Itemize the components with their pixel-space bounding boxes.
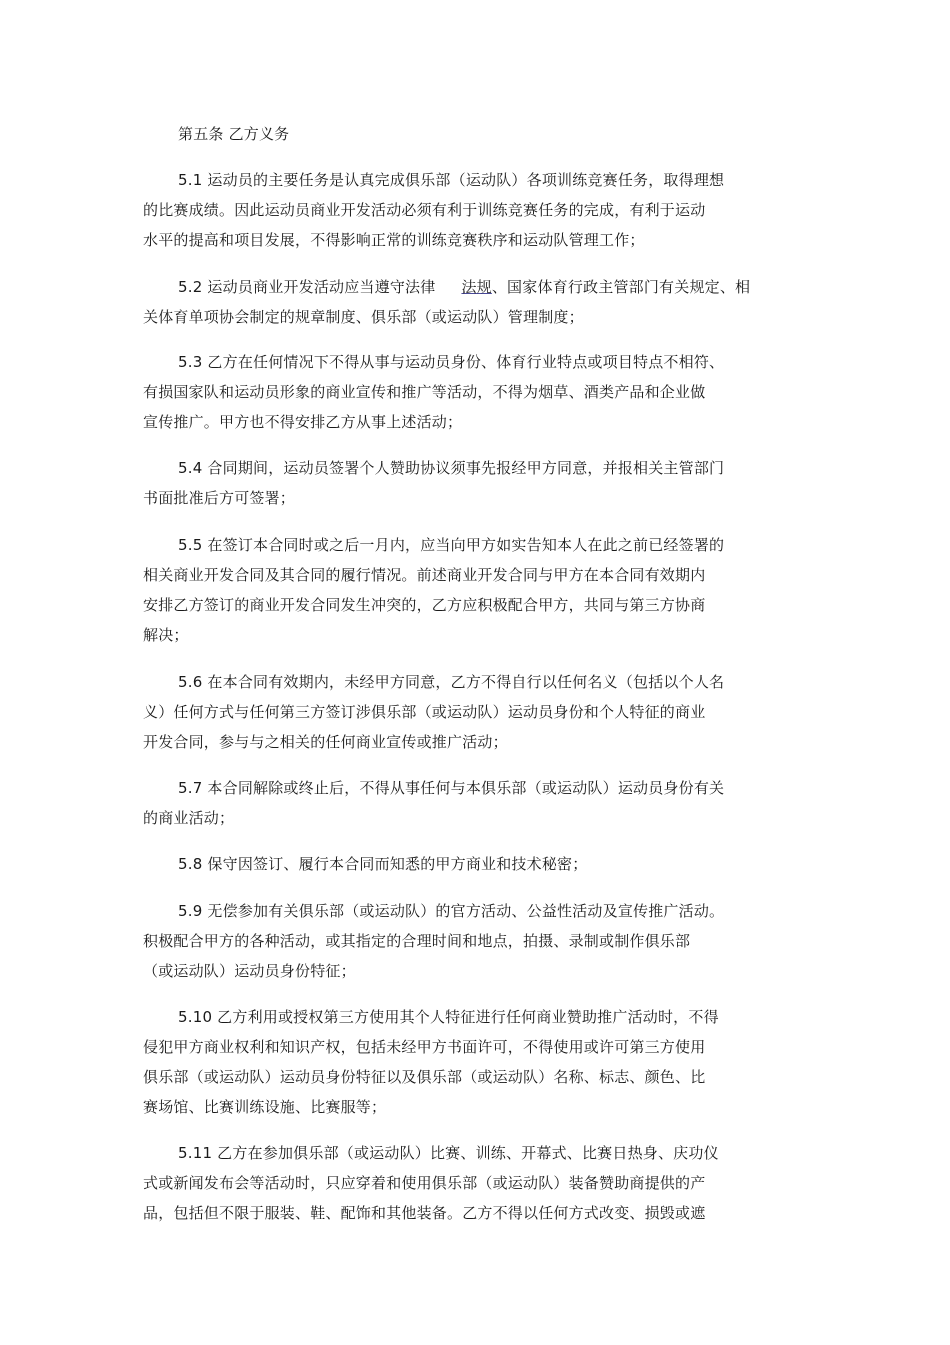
clause-5-6-line-1: 5.6 在本合同有效期内，未经甲方同意，乙方不得自行以任何名义（包括以个人名	[178, 673, 725, 691]
clause-5-3-line-3: 宣传推广。甲方也不得安排乙方从事上述活动；	[143, 413, 463, 431]
clause-5-1-line-3: 水平的提高和项目发展，不得影响正常的训练竞赛秩序和运动队管理工作；	[143, 231, 645, 249]
clause-5-11-line-3: 品，包括但不限于服装、鞋、配饰和其他装备。乙方不得以任何方式改变、损毁或遮	[143, 1204, 706, 1222]
clause-5-2-line-2: 关体育单项协会制定的规章制度、俱乐部（或运动队）管理制度；	[143, 308, 584, 326]
clause-5-11-line-2: 式或新闻发布会等活动时，只应穿着和使用俱乐部（或运动队）装备赞助商提供的产	[143, 1174, 706, 1192]
clause-5-5-line-3: 安排乙方签订的商业开发合同发生冲突的，乙方应积极配合甲方，共同与第三方协商	[143, 596, 706, 614]
clause-5-2-text-a: 5.2 运动员商业开发活动应当遵守法律	[178, 278, 436, 296]
clause-5-3-line-2: 有损国家队和运动员形象的商业宣传和推广等活动，不得为烟草、酒类产品和企业做	[143, 383, 706, 401]
clause-5-11-line-1: 5.11 乙方在参加俱乐部（或运动队）比赛、训练、开幕式、比赛日热身、庆功仪	[178, 1144, 719, 1162]
clause-5-3-line-1: 5.3 乙方在任何情况下不得从事与运动员身份、体育行业特点或项目特点不相符、	[178, 353, 725, 371]
clause-5-1-line-2: 的比赛成绩。因此运动员商业开发活动必须有利于训练竞赛任务的完成，有利于运动	[143, 201, 706, 219]
article-heading: 第五条 乙方义务	[178, 125, 290, 143]
clause-5-10-line-1: 5.10 乙方利用或授权第三方使用其个人特征进行任何商业赞助推广活动时，不得	[178, 1008, 719, 1026]
clause-5-2-line-1	[178, 277, 750, 297]
clause-5-6-line-2: 义）任何方式与任何第三方签订涉俱乐部（或运动队）运动员身份和个人特征的商业	[143, 703, 706, 721]
clause-5-9-line-2: 积极配合甲方的各种活动，或其指定的合理时间和地点，拍摄、录制或制作俱乐部	[143, 932, 691, 950]
clause-5-7-line-2: 的商业活动；	[143, 809, 235, 827]
clause-5-10-line-3: 俱乐部（或运动队）运动员身份特征以及俱乐部（或运动队）名称、标志、颜色、比	[143, 1068, 706, 1086]
clause-5-7-line-1: 5.7 本合同解除或终止后，不得从事任何与本俱乐部（或运动队）运动员身份有关	[178, 779, 725, 797]
clause-5-5-line-4: 解决；	[143, 626, 189, 644]
clause-5-10-line-4: 赛场馆、比赛训练设施、比赛服等；	[143, 1098, 387, 1116]
clause-5-5-line-2: 相关商业开发合同及其合同的履行情况。前述商业开发合同与甲方在本合同有效期内	[143, 566, 706, 584]
clause-5-4-line-1: 5.4 合同期间，运动员签署个人赞助协议须事先报经甲方同意，并报相关主管部门	[178, 459, 725, 477]
clause-5-5-line-1: 5.5 在签订本合同时或之后一月内，应当向甲方如实告知本人在此之前已经签署的	[178, 536, 725, 554]
clause-5-2-text-b: 、国家体育行政主管部门有关规定、相	[491, 278, 751, 296]
law-link[interactable]: 法规	[461, 278, 492, 296]
clause-5-8-line-1: 5.8 保守因签订、履行本合同而知悉的甲方商业和技术秘密；	[178, 855, 588, 873]
clause-5-10-line-2: 侵犯甲方商业权利和知识产权，包括未经甲方书面许可，不得使用或许可第三方使用	[143, 1038, 706, 1056]
clause-5-9-line-3: （或运动队）运动员身份特征；	[143, 962, 356, 980]
clause-5-6-line-3: 开发合同，参与与之相关的任何商业宣传或推广活动；	[143, 733, 508, 751]
clause-5-9-line-1: 5.9 无偿参加有关俱乐部（或运动队）的官方活动、公益性活动及宣传推广活动。	[178, 902, 725, 920]
clause-5-1-line-1: 5.1 运动员的主要任务是认真完成俱乐部（运动队）各项训练竞赛任务，取得理想	[178, 171, 725, 189]
clause-5-4-line-2: 书面批准后方可签署；	[143, 489, 296, 507]
